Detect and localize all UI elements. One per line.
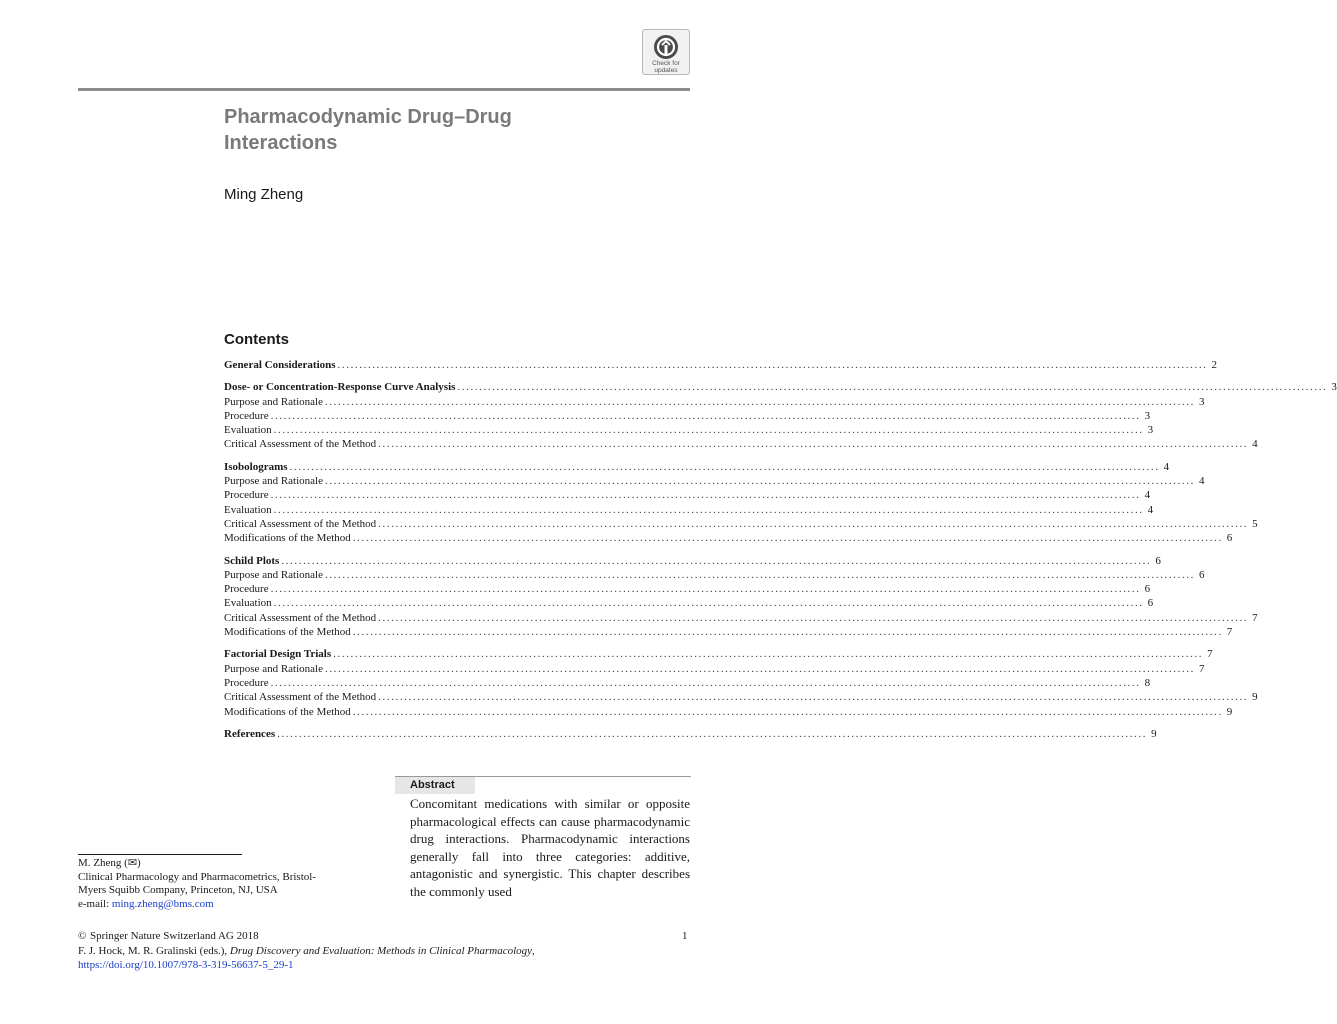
toc-entry[interactable] (224, 662, 1205, 676)
abstract-label: Abstract (395, 777, 475, 794)
contents-heading: Contents (224, 331, 289, 348)
check-for-updates-icon (653, 34, 679, 60)
toc-entry[interactable] (224, 705, 1233, 719)
affiliation-email-line (78, 898, 378, 912)
chapter-title-line1: Pharmacodynamic Drug–Drug (224, 106, 512, 128)
toc-entry-label: Procedure (224, 489, 269, 502)
mail-icon: ✉ (127, 857, 138, 869)
toc-page-number: 6 (1155, 554, 1161, 567)
page-number: 1 (682, 930, 688, 942)
toc-entry[interactable] (224, 395, 1205, 409)
toc-entry[interactable] (224, 531, 1233, 545)
citation-line (78, 944, 692, 959)
toc-leader-dots: ........................................................................................................................................................................................................ (378, 517, 1249, 530)
toc-leader-dots: ........................................................................................................................................................................................................ (352, 532, 1223, 545)
toc-section (224, 554, 1258, 640)
badge-text-line1: Check for (652, 60, 680, 67)
toc-page-number: 4 (1163, 460, 1170, 473)
toc-page-number: 3 (1198, 395, 1205, 408)
toc-leader-dots: ........................................................................................................................................................................................................ (324, 395, 1195, 408)
toc-leader-dots: ........................................................................................................................................................................................................ (270, 409, 1141, 422)
toc-section (224, 380, 1337, 451)
toc-page-number: 9 (1252, 691, 1258, 704)
toc-page-number: 5 (1252, 517, 1258, 530)
toc-page-number: 8 (1144, 676, 1151, 689)
copyright-icon: © (78, 930, 87, 942)
toc-page-number: 9 (1226, 705, 1233, 718)
table-of-contents (224, 358, 1337, 749)
toc-leader-dots: ........................................................................................................................................................................................................ (277, 727, 1148, 740)
author-affiliation (78, 857, 378, 911)
toc-leader-dots: ........................................................................................................................................................................................................ (378, 611, 1249, 624)
toc-page-number: 4 (1198, 475, 1205, 488)
toc-page-number: 7 (1198, 662, 1205, 675)
toc-section-heading[interactable] (224, 358, 1218, 372)
footnote-rule (78, 854, 242, 855)
toc-page-number: 3 (1331, 381, 1337, 394)
toc-section-heading[interactable] (224, 647, 1213, 661)
toc-leader-dots: ........................................................................................................................................................................................................ (273, 503, 1144, 516)
toc-entry-label: Modifications of the Method (224, 705, 351, 718)
toc-entry-label: Purpose and Rationale (224, 568, 323, 581)
toc-leader-dots: ........................................................................................................................................................................................................ (333, 648, 1204, 661)
toc-entry[interactable] (224, 625, 1233, 639)
citation-title: Drug Discovery and Evaluation: Methods in Clinical Pharmacology (229, 944, 533, 957)
toc-entry-label: Critical Assessment of the Method (224, 517, 377, 530)
toc-page-number: 7 (1252, 611, 1258, 624)
toc-leader-dots: ........................................................................................................................................................................................................ (324, 568, 1195, 581)
toc-entry[interactable] (224, 596, 1154, 610)
doi-line (78, 958, 692, 973)
copyright-line (78, 929, 692, 944)
citation-suffix: , (532, 944, 535, 957)
toc-leader-dots: ........................................................................................................................................................................................................ (270, 583, 1141, 596)
toc-section (224, 647, 1258, 718)
toc-leader-dots: ........................................................................................................................................................................................................ (352, 626, 1223, 639)
toc-entry-label: References (224, 727, 276, 740)
toc-entry-label: Purpose and Rationale (224, 662, 323, 675)
header-rule (78, 88, 690, 91)
toc-entry-label: Modifications of the Method (224, 532, 351, 545)
toc-entry[interactable] (224, 474, 1205, 488)
toc-entry[interactable] (224, 488, 1151, 502)
toc-page-number: 6 (1144, 583, 1151, 596)
toc-entry[interactable] (224, 568, 1205, 582)
toc-leader-dots: ........................................................................................................................................................................................................ (457, 381, 1328, 394)
toc-entry-label: Factorial Design Trials (224, 648, 332, 661)
affiliation-author: M. Zheng (78, 857, 122, 869)
toc-entry-label: General Considerations (224, 359, 336, 371)
toc-page-number: 4 (1147, 503, 1154, 516)
citation-prefix: F. J. Hock, M. R. Gralinski (eds.), (78, 944, 230, 957)
copyright-text: Springer Nature Switzerland AG 2018 (90, 930, 259, 942)
toc-section (224, 727, 1157, 741)
email-link[interactable]: ming.zheng@bms.com (111, 897, 214, 910)
chapter-title (224, 104, 644, 156)
toc-leader-dots: ........................................................................................................................................................................................................ (378, 438, 1249, 451)
toc-section-heading[interactable] (224, 554, 1161, 568)
toc-page-number: 6 (1226, 532, 1233, 545)
badge-text-line2: updates (654, 67, 678, 74)
toc-leader-dots: ........................................................................................................................................................................................................ (289, 460, 1160, 473)
toc-leader-dots: ........................................................................................................................................................................................................ (337, 359, 1208, 371)
toc-leader-dots: ........................................................................................................................................................................................................ (270, 676, 1141, 689)
toc-page-number: 4 (1252, 438, 1258, 451)
toc-entry-label: Evaluation (224, 503, 272, 516)
toc-section (224, 358, 1218, 372)
toc-entry[interactable] (224, 690, 1258, 704)
toc-page-number: 9 (1151, 727, 1157, 740)
email-label: e-mail: (78, 897, 112, 910)
toc-entry-label: Procedure (224, 583, 269, 596)
affiliation-name-line: M. Zheng (✉) (78, 857, 141, 869)
toc-entry-label: Critical Assessment of the Method (224, 611, 377, 624)
toc-leader-dots: ........................................................................................................................................................................................................ (273, 597, 1144, 610)
toc-entry-label: Procedure (224, 409, 269, 422)
toc-entry-label: Critical Assessment of the Method (224, 691, 377, 704)
affiliation-line1: Clinical Pharmacology and Pharmacometrics, Bristol- (78, 870, 316, 883)
toc-leader-dots: ........................................................................................................................................................................................................ (281, 554, 1152, 567)
toc-entry[interactable] (224, 517, 1258, 531)
toc-leader-dots: ........................................................................................................................................................................................................ (324, 662, 1195, 675)
toc-entry[interactable] (224, 423, 1154, 437)
toc-entry[interactable] (224, 611, 1258, 625)
check-for-updates-badge[interactable] (642, 29, 690, 75)
author-name: Ming Zheng (224, 186, 304, 203)
toc-entry-label: Schild Plots (224, 554, 280, 567)
toc-entry-label: Procedure (224, 676, 269, 689)
toc-page-number: 4 (1144, 489, 1151, 502)
toc-section-heading[interactable] (224, 727, 1157, 741)
toc-leader-dots: ........................................................................................................................................................................................................ (324, 475, 1195, 488)
toc-page-number: 2 (1211, 359, 1218, 371)
toc-entry[interactable] (224, 676, 1151, 690)
toc-entry-label: Purpose and Rationale (224, 475, 323, 488)
chapter-title-line2: Interactions (224, 132, 338, 154)
toc-section-heading[interactable] (224, 460, 1170, 474)
toc-section (224, 460, 1258, 546)
toc-entry-label: Dose- or Concentration-Response Curve Analysis (224, 381, 456, 394)
toc-section-heading[interactable] (224, 380, 1337, 394)
toc-leader-dots: ........................................................................................................................................................................................................ (378, 691, 1249, 704)
toc-leader-dots: ........................................................................................................................................................................................................ (273, 424, 1144, 437)
toc-entry[interactable] (224, 437, 1258, 451)
page-footer (78, 929, 692, 973)
toc-entry-label: Modifications of the Method (224, 626, 351, 639)
toc-entry[interactable] (224, 582, 1151, 596)
toc-page-number: 3 (1144, 409, 1151, 422)
affiliation-line2: Myers Squibb Company, Princeton, NJ, USA (78, 884, 278, 896)
toc-entry[interactable] (224, 503, 1154, 517)
toc-page-number: 7 (1207, 648, 1213, 661)
toc-page-number: 6 (1198, 568, 1205, 581)
toc-entry-label: Critical Assessment of the Method (224, 438, 377, 451)
doi-link[interactable]: https://doi.org/10.1007/978-3-319-56637-5_29-1 (78, 959, 294, 971)
toc-entry-label: Evaluation (224, 424, 272, 437)
toc-entry-label: Purpose and Rationale (224, 395, 323, 408)
toc-page-number: 7 (1226, 626, 1233, 639)
abstract-text: Concomitant medications with similar or opposite pharmacological effects can cause pharmacodynamic drug interactions. Pharmacodynamic interactions generally fall into three categories: additive, antagonistic and synergistic. This chapter describes the commonly used (410, 796, 690, 899)
toc-page-number: 3 (1147, 424, 1154, 437)
toc-entry[interactable] (224, 409, 1151, 423)
toc-entry-label: Evaluation (224, 597, 272, 610)
toc-entry-label: Isobolograms (224, 460, 288, 473)
toc-page-number: 6 (1147, 597, 1154, 610)
toc-leader-dots: ........................................................................................................................................................................................................ (270, 489, 1141, 502)
toc-leader-dots: ........................................................................................................................................................................................................ (352, 705, 1223, 718)
